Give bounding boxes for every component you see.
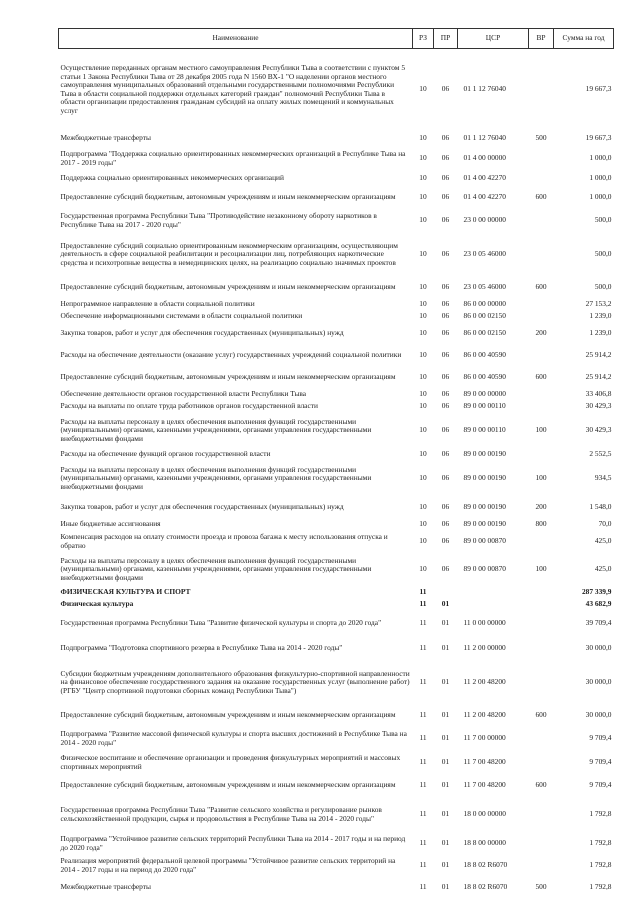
row-name: Закупка товаров, работ и услуг для обеспечения государственных (муниципальных) нужд: [60, 502, 344, 512]
row-pr: 01: [441, 643, 450, 653]
row-vr: 100: [535, 564, 547, 574]
row-csr: 86 0 00 02150: [463, 328, 506, 338]
row-csr: 11 0 00 00000: [463, 618, 506, 628]
header-name: Наименование: [59, 29, 413, 49]
row-vr: [529, 147, 554, 171]
table-row: [59, 345, 614, 367]
row-sum: 500,0: [594, 249, 612, 259]
row-vr: [529, 531, 554, 553]
row-pr: 01: [441, 733, 450, 743]
header-sum: Сумма на год: [554, 29, 614, 49]
row-sum: 27 153,2: [585, 299, 612, 309]
table-row: [59, 461, 614, 497]
table-row: [59, 553, 614, 587]
row-vr: 100: [535, 473, 547, 483]
row-pr: 01: [441, 780, 450, 790]
row-vr: [529, 855, 554, 877]
row-sum: 9 709,4: [589, 780, 612, 790]
table-row: [59, 187, 614, 209]
row-sum: 1 792,8: [589, 882, 612, 892]
row-sum: 30 429,3: [585, 425, 612, 435]
header-pr: ПР: [434, 29, 458, 49]
row-csr: 89 0 00 00110: [463, 401, 506, 411]
row-pr: 01: [441, 860, 450, 870]
row-csr: 89 0 00 00000: [463, 389, 506, 399]
row-rz: 10: [419, 215, 427, 225]
table-row: [59, 401, 614, 413]
row-rz: 10: [419, 519, 427, 529]
row-name: Расходы на выплаты персоналу в целях обеспечения выполнения функций государственными (муниципальными) органами, казенными учреждениями, органами управления государственными внебюджетными фондами: [60, 464, 372, 491]
table-row: [59, 233, 614, 277]
row-name: Субсидии бюджетным учреждениям дополнительного образования физкультурно-спортивной направленности на финансовое обеспечение государственного задания на оказание государственных услуг (выполнение работ) (РГБУ "Центр спортивной подготовки сборных команд Республики Тыва"): [60, 668, 410, 695]
row-vr: 500: [535, 133, 547, 143]
row-vr: 600: [535, 282, 547, 292]
row-rz: 10: [419, 389, 427, 399]
row-pr: 06: [441, 249, 450, 259]
row-rz: 10: [419, 249, 427, 259]
table-row: [59, 413, 614, 449]
row-name: Закупка товаров, работ и услуг для обеспечения государственных (муниципальных) нужд: [60, 328, 344, 338]
table-row: [59, 497, 614, 519]
row-pr: 06: [441, 153, 450, 163]
row-pr: 06: [441, 215, 450, 225]
row-csr: 18 0 00 00000: [463, 809, 506, 819]
row-vr: [529, 587, 554, 599]
header-rz: РЗ: [413, 29, 434, 49]
row-csr: 86 0 00 40590: [463, 372, 506, 382]
row-pr: 06: [441, 328, 450, 338]
row-name: Реализация мероприятий федеральной целевой программы "Устойчивое развитие сельских территорий на 2014 - 2017 годы и на период до 2020 года": [60, 855, 396, 874]
row-name: Физическая культура: [60, 599, 134, 609]
table-row: [59, 171, 614, 187]
row-pr: 06: [441, 84, 450, 94]
row-pr: 06: [441, 192, 450, 202]
row-sum: 1 792,8: [589, 838, 612, 848]
row-sum: 1 792,8: [589, 809, 612, 819]
row-pr: 01: [441, 838, 450, 848]
row-sum: 1 792,8: [589, 860, 612, 870]
row-name: Иные бюджетные ассигнования: [60, 519, 161, 529]
row-rz: 10: [419, 536, 427, 546]
row-pr: 06: [441, 133, 450, 143]
row-csr: 11 7 00 00000: [463, 733, 506, 743]
row-sum: 500,0: [594, 282, 612, 292]
row-sum: 1 000,0: [589, 173, 612, 183]
table-row: [59, 599, 614, 611]
row-sum: 33 406,8: [585, 389, 612, 399]
row-pr: 06: [441, 311, 450, 321]
row-pr: 06: [441, 299, 450, 309]
row-pr: 06: [441, 350, 450, 360]
table-row: [59, 299, 614, 311]
row-pr: 06: [441, 473, 450, 483]
row-csr: 18 8 02 R6070: [463, 882, 508, 892]
row-vr: 500: [535, 882, 547, 892]
row-rz: 11: [419, 860, 427, 870]
row-sum: 1 000,0: [589, 153, 612, 163]
budget-document-page: [58, 28, 613, 899]
row-vr: 600: [535, 780, 547, 790]
row-vr: [529, 299, 554, 311]
row-csr: 89 0 00 00190: [463, 502, 506, 512]
row-name: Межбюджетные трансферты: [60, 133, 151, 143]
row-csr: 11 2 00 48200: [463, 677, 506, 687]
table-row: [59, 855, 614, 877]
row-name: Предоставление субсидий бюджетным, автономным учреждениям и иным некоммерческим организациям: [60, 192, 396, 202]
row-csr: 01 1 12 76040: [463, 84, 506, 94]
row-vr: 200: [535, 328, 547, 338]
row-csr: 23 0 05 46000: [463, 282, 506, 292]
row-name: Непрограммное направление в области социальной политики: [60, 299, 255, 309]
row-sum: 30 000,0: [585, 710, 612, 720]
row-vr: [529, 311, 554, 323]
table-row: [59, 531, 614, 553]
row-pr: 01: [441, 882, 450, 892]
row-vr: 600: [535, 372, 547, 382]
table-row: [59, 775, 614, 797]
row-rz: 10: [419, 282, 427, 292]
row-name: Подпрограмма "Устойчивое развитие сельских территорий Республики Тыва на 2014 - 2017 годы и на период до 2020 года": [60, 833, 406, 852]
row-pr: 06: [441, 564, 450, 574]
row-vr: [529, 797, 554, 833]
row-sum: 30 000,0: [585, 643, 612, 653]
row-vr: [529, 751, 554, 775]
row-pr: 06: [441, 372, 450, 382]
row-name: Государственная программа Республики Тыва "Противодействие незаконному обороту наркотиков в Республике Тыва на 2017 - 2020 годы": [60, 210, 377, 229]
row-sum: 25 914,2: [585, 372, 612, 382]
row-vr: 600: [535, 710, 547, 720]
row-sum: 1 239,0: [589, 311, 612, 321]
row-csr: 01 1 12 76040: [463, 133, 506, 143]
row-pr: 01: [441, 710, 450, 720]
row-rz: 11: [419, 757, 427, 767]
header-vr: ВР: [529, 29, 554, 49]
header-csr: ЦСР: [458, 29, 529, 49]
row-vr: [529, 171, 554, 187]
row-rz: 11: [419, 643, 427, 653]
table-row: [59, 833, 614, 855]
row-csr: 86 0 00 40590: [463, 350, 506, 360]
row-name: Предоставление субсидий бюджетным, автономным учреждениям и иным некоммерческим организациям: [60, 372, 396, 382]
row-vr: 600: [535, 192, 547, 202]
row-rz: 11: [419, 587, 427, 597]
row-vr: [529, 233, 554, 277]
row-sum: 30 429,3: [585, 401, 612, 411]
row-vr: [529, 833, 554, 855]
row-name: Компенсация расходов на оплату стоимости проезда и провоза багажа к месту использования отпуска и обратно: [60, 531, 388, 550]
row-sum: 1 548,0: [589, 502, 612, 512]
row-rz: 10: [419, 84, 427, 94]
row-rz: 11: [419, 882, 427, 892]
row-csr: 89 0 00 00190: [463, 473, 506, 483]
row-rz: 10: [419, 133, 427, 143]
row-sum: 43 682,9: [585, 599, 612, 609]
table-row: [59, 751, 614, 775]
row-name: Поддержка социально ориентированных некоммерческих организаций: [60, 173, 284, 183]
row-rz: 11: [419, 599, 427, 609]
table-row: [59, 611, 614, 637]
row-sum: 2 552,5: [589, 449, 612, 459]
row-rz: 11: [419, 733, 427, 743]
row-sum: 30 000,0: [585, 677, 612, 687]
row-name: Обеспечение информационными системами в области социальной политики: [60, 311, 303, 321]
row-csr: 89 0 00 00870: [463, 536, 506, 546]
row-rz: 11: [419, 710, 427, 720]
row-name: Предоставление субсидий бюджетным, автономным учреждениям и иным некоммерческим организациям: [60, 780, 396, 790]
row-sum: 500,0: [594, 215, 612, 225]
row-name: Расходы на выплаты по оплате труда работников органов государственной власти: [60, 401, 318, 411]
row-name: Государственная программа Республики Тыва "Развитие сельского хозяйства и регулирование рынков сельскохозяйственной продукции, сырья и продовольствия в Республике Тыва на 2014 - 2020 годы": [60, 804, 382, 823]
row-vr: 100: [535, 425, 547, 435]
row-csr: 18 8 00 00000: [463, 838, 506, 848]
row-name: Предоставление субсидий бюджетным, автономным учреждениям и иным некоммерческим организациям: [60, 710, 396, 720]
row-rz: 11: [419, 780, 427, 790]
table-row: [59, 49, 614, 131]
table-row: [59, 277, 614, 299]
row-sum: 425,0: [594, 564, 612, 574]
row-rz: 10: [419, 299, 427, 309]
row-name: Расходы на обеспечение функций органов государственной власти: [60, 449, 271, 459]
row-name: Обеспечение деятельности органов государственной власти Республики Тыва: [60, 389, 307, 399]
row-sum: 1 000,0: [589, 192, 612, 202]
row-sum: 70,0: [598, 519, 612, 529]
row-csr: 89 0 00 00190: [463, 449, 506, 459]
row-sum: 19 667,3: [585, 133, 612, 143]
row-rz: 10: [419, 449, 427, 459]
row-name: Подпрограмма "Подготовка спортивного резерва в Республике Тыва на 2014 - 2020 годы": [60, 643, 343, 653]
table-row: [59, 389, 614, 401]
row-csr: 89 0 00 00870: [463, 564, 506, 574]
row-vr: [529, 209, 554, 233]
table-row: [59, 661, 614, 705]
row-rz: 11: [419, 677, 427, 687]
row-csr: 01 4 00 42270: [463, 192, 506, 202]
row-rz: 10: [419, 328, 427, 338]
row-vr: [529, 637, 554, 661]
row-vr: [529, 611, 554, 637]
row-rz: 10: [419, 401, 427, 411]
row-sum: 1 239,0: [589, 328, 612, 338]
row-rz: 11: [419, 809, 427, 819]
row-name: Предоставление субсидий бюджетным, автономным учреждениям и иным некоммерческим организациям: [60, 282, 396, 292]
row-csr: 86 0 00 02150: [463, 311, 506, 321]
row-name: Предоставление субсидий социально ориентированным некоммерческим организациям, осуществляющим деятельность в сфере социальной реабилитации и ресоциализации лиц, потребляющих наркотические средства и психотропные вещества в немедицинских целях, на реализацию социально значимых проектов: [60, 240, 398, 267]
row-csr: 23 0 00 00000: [463, 215, 506, 225]
row-sum: 9 709,4: [589, 757, 612, 767]
table-row: [59, 449, 614, 461]
row-rz: 10: [419, 311, 427, 321]
row-vr: [529, 727, 554, 751]
row-vr: [529, 401, 554, 413]
row-csr: 01 4 00 42270: [463, 173, 506, 183]
row-name: Расходы на выплаты персоналу в целях обеспечения выполнения функций государственными (муниципальными) органами, казенными учреждениями, органами управления государственными внебюджетными фондами: [60, 416, 372, 443]
row-pr: 06: [441, 173, 450, 183]
row-name: Расходы на выплаты персоналу в целях обеспечения выполнения функций государственными (муниципальными) органами, казенными учреждениями, органами управления государственными внебюджетными фондами: [60, 555, 372, 582]
budget-table: [58, 28, 614, 899]
row-vr: 200: [535, 502, 547, 512]
row-pr: 06: [441, 519, 450, 529]
row-pr: 01: [441, 677, 450, 687]
row-pr: 06: [441, 449, 450, 459]
table-row: [59, 727, 614, 751]
row-csr: 11 7 00 48200: [463, 780, 506, 790]
row-rz: 10: [419, 372, 427, 382]
row-pr: 01: [441, 599, 450, 609]
row-sum: 287 339,9: [581, 587, 612, 597]
row-sum: 39 709,4: [585, 618, 612, 628]
row-csr: 89 0 00 00190: [463, 519, 506, 529]
row-vr: [529, 345, 554, 367]
table-row: [59, 311, 614, 323]
table-row: [59, 877, 614, 899]
table-row: [59, 367, 614, 389]
row-vr: [529, 599, 554, 611]
row-csr: 11 7 00 48200: [463, 757, 506, 767]
row-csr: 86 0 00 00000: [463, 299, 506, 309]
row-sum: 9 709,4: [589, 733, 612, 743]
row-name: ФИЗИЧЕСКАЯ КУЛЬТУРА И СПОРТ: [60, 587, 191, 597]
row-name: Физическое воспитание и обеспечение организации и проведения физкультурных мероприятий и массовых спортивных мероприятий: [60, 752, 401, 771]
row-rz: 10: [419, 192, 427, 202]
row-rz: 10: [419, 502, 427, 512]
table-row: [59, 209, 614, 233]
row-csr: [458, 587, 529, 599]
row-name: Межбюджетные трансферты: [60, 882, 151, 892]
row-pr: 06: [441, 536, 450, 546]
row-csr: 89 0 00 00110: [463, 425, 506, 435]
row-vr: [529, 449, 554, 461]
row-name: Подпрограмма "Поддержка социально ориентированных некоммерческих организаций в Республике Тыва на 2017 - 2019 годы": [60, 148, 406, 167]
row-csr: 18 8 02 R6070: [463, 860, 508, 870]
table-row: [59, 705, 614, 727]
row-rz: 10: [419, 473, 427, 483]
table-row: [59, 147, 614, 171]
row-sum: 19 667,3: [585, 84, 612, 94]
row-pr: 06: [441, 282, 450, 292]
row-vr: [529, 49, 554, 131]
table-row: [59, 797, 614, 833]
table-row: [59, 519, 614, 531]
row-pr: 06: [441, 389, 450, 399]
row-csr: 11 2 00 48200: [463, 710, 506, 720]
row-pr: 01: [441, 618, 450, 628]
row-vr: [529, 389, 554, 401]
row-csr: 23 0 05 46000: [463, 249, 506, 259]
row-vr: [529, 661, 554, 705]
row-rz: 10: [419, 153, 427, 163]
row-rz: 11: [419, 838, 427, 848]
row-rz: 10: [419, 350, 427, 360]
row-name: Расходы на обеспечение деятельности (оказание услуг) государственных учреждений социальной политики: [60, 350, 402, 360]
table-row: [59, 131, 614, 147]
row-sum: 425,0: [594, 536, 612, 546]
row-name: Подпрограмма "Развитие массовой физической культуры и спорта высших достижений в Республике Тыва на 2014 - 2020 годы": [60, 728, 407, 747]
table-header: [59, 29, 614, 49]
table-row: [59, 587, 614, 599]
row-name: Государственная программа Республики Тыва "Развитие физической культуры и спорта до 2020 года": [60, 618, 382, 628]
row-rz: 10: [419, 564, 427, 574]
row-pr: [434, 587, 458, 599]
row-csr: 01 4 00 00000: [463, 153, 506, 163]
row-rz: 10: [419, 173, 427, 183]
row-sum: 25 914,2: [585, 350, 612, 360]
row-csr: 11 2 00 00000: [463, 643, 506, 653]
table-body: [59, 49, 614, 899]
row-name: Осуществление переданных органам местного самоуправления Республики Тыва в соответствии с пунктом 5 статьи 1 Закона Республики Тыва от 28 декабря 2005 года N 1560 ВХ-1 "О наделении органов местного самоуправления муниципальных образований отдельными государственными полномочиями Республики Тыва в области социальной поддержки отдельных категорий граждан" полномочий Республики Тыва в области организации предоставления гражданам субсидий на оплату жилых помещений и коммунальных услуг: [60, 62, 406, 115]
row-pr: 01: [441, 757, 450, 767]
row-rz: 10: [419, 425, 427, 435]
row-sum: 934,5: [594, 473, 612, 483]
table-row: [59, 323, 614, 345]
row-pr: 01: [441, 809, 450, 819]
row-pr: 06: [441, 425, 450, 435]
row-csr: [458, 599, 529, 611]
row-pr: 06: [441, 401, 450, 411]
row-vr: 800: [535, 519, 547, 529]
row-pr: 06: [441, 502, 450, 512]
table-row: [59, 637, 614, 661]
row-rz: 11: [419, 618, 427, 628]
